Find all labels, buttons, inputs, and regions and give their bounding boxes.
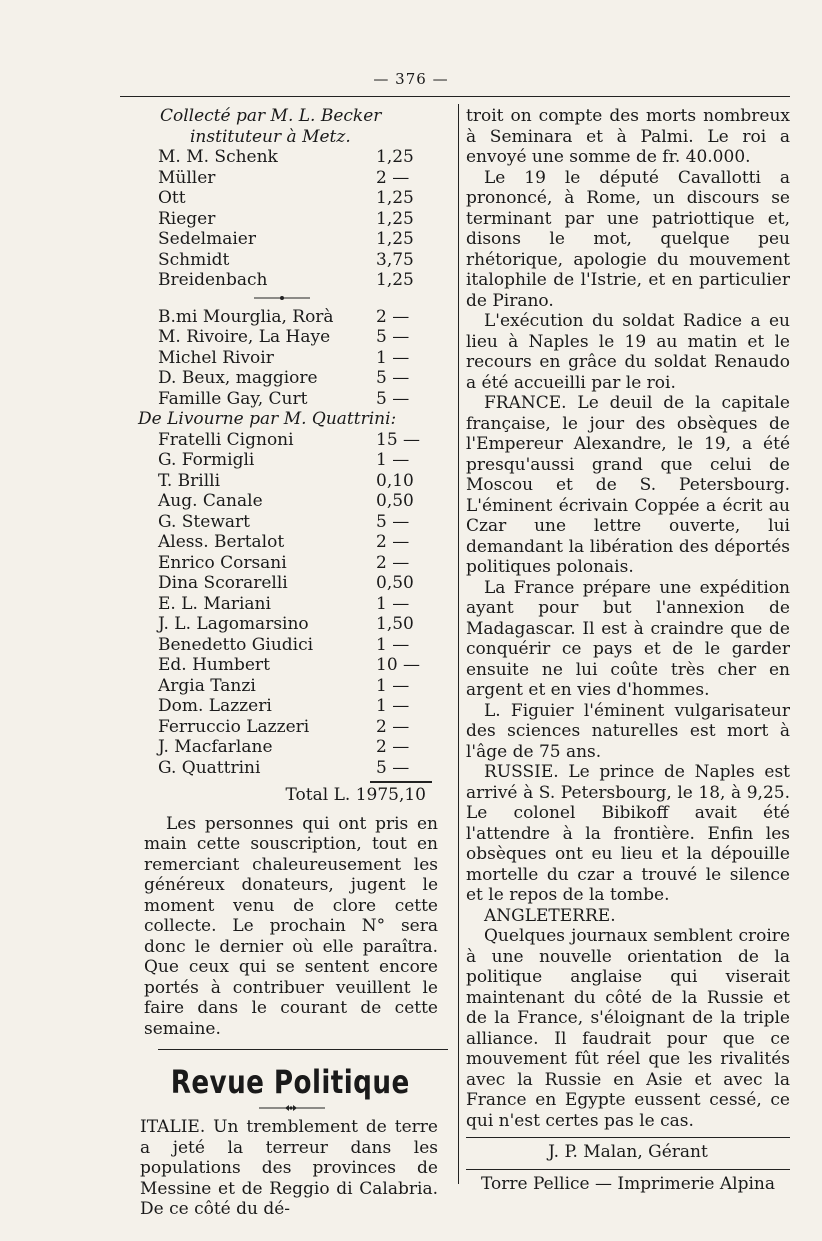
closing-paragraph: Les personnes qui ont pris en main cette souscription, tout en remerciant chaleureusement les généreux donateurs, jugent le moment venu de clore cette collecte. Le prochain N° sera donc le dernier où elle paraîtra. Que ceux qui se sentent encore portés à contribuer veuillent le faire dans le courant de cette semaine. [144,813,438,1039]
donor-amount: 5 — [376,388,410,409]
donor-name: Ott [158,188,186,208]
donor-row [118,737,446,758]
donor-row [118,696,446,717]
news-paragraph: Le 19 le député Cavallotti a prononcé, à Rome, un discours se terminant par une patriottique et, disons le mot, quelque peu rhétorique, apologie du mouvement italophile de l'Istrie, et en particulier de Pirano. [466,167,790,311]
collect-heading-becker: Collecté par M. L. Becker [160,106,382,126]
donor-amount: 0,50 [376,491,414,511]
donor-name: Famille Gay, Curt [158,388,308,409]
donor-amount: 1,25 [376,147,414,167]
donor-amount: 5 — [376,757,410,778]
right-column [466,106,790,1194]
donor-amount: 2 — [376,552,410,573]
donor-row [118,368,446,389]
donor-row [118,250,446,271]
donor-amount: 5 — [376,368,410,388]
left-column [118,106,446,1220]
donor-name: T. Brilli [158,470,221,491]
donor-amount: 1,25 [376,270,414,290]
donor-amount: 1 — [376,347,410,368]
donor-amount: 1 — [376,696,410,716]
news-paragraph: L. Figuier l'éminent vulgarisateur des sciences naturelles est mort à l'âge de 75 ans. [466,700,790,762]
donor-row [118,512,446,533]
donor-name: Aug. Canale [158,491,263,511]
donor-amount: 1 — [376,675,410,696]
title-ornament [118,1102,446,1117]
donor-amount: 1,50 [376,614,414,634]
header-rule [120,96,790,97]
donor-name: Dina Scorarelli [158,573,288,593]
donor-row [118,270,446,291]
donor-name: Müller [158,167,216,188]
donor-row [118,307,446,328]
donor-row [118,553,446,574]
donor-row [118,348,446,369]
donor-row [118,430,446,451]
donor-amount: 1 — [376,593,410,614]
donor-name: Aless. Bertalot [158,532,285,552]
donor-amount: 15 — [376,429,421,450]
section-heading-angleterre: ANGLETERRE. [484,905,616,926]
donor-name: J. Macfarlane [158,737,273,757]
donor-amount: 5 — [376,327,410,347]
donor-list-vallee [118,307,446,410]
donor-row [118,188,446,209]
donor-amount: 2 — [376,532,410,552]
donor-amount: 1,25 [376,208,414,229]
news-paragraph: L'exécution du soldat Radice a eu lieu à Naples le 19 au matin et le recours en grâce du soldat Renaudo a été accueilli par le roi. [466,311,790,393]
donor-name: M. Rivoire, La Haye [158,327,331,347]
donor-row [118,209,446,230]
donor-amount: 3,75 [376,249,414,270]
donor-row [118,168,446,189]
donor-name: Ferruccio Lazzeri [158,716,310,737]
donor-row [118,450,446,471]
donor-name: Dom. Lazzeri [158,696,272,716]
section-rule [158,1049,448,1050]
printer-imprint: Torre Pellice — Imprimerie Alpina [466,1169,790,1195]
donor-row [118,229,446,250]
donor-amount: 1,25 [376,229,414,249]
donor-row [118,614,446,635]
donor-row [118,676,446,697]
donor-amount: 2 — [376,716,410,737]
ornament-icon [252,292,312,304]
donor-name: G. Stewart [158,511,250,532]
donor-name: Rieger [158,208,216,229]
total-amount: Total L. 1975,10 [285,785,426,805]
donor-row [118,573,446,594]
donor-row [118,635,446,656]
collect-heading-livourne: De Livourne par M. Quattrini: [138,409,397,429]
gerant-signature: J. P. Malan, Gérant [466,1137,790,1163]
donor-amount: 2 — [376,167,410,188]
news-paragraph: La France prépare une expédition ayant pour but l'annexion de Madagascar. Il est à craindre que de conquérir ce pays et de le garder ensuite ne lui coûte très cher en argent et en vies d'hommes. [466,577,790,700]
donor-name: Benedetto Giudici [158,634,314,655]
donor-amount: 2 — [376,737,410,757]
donor-amount: 0,10 [376,470,414,491]
total-rule [370,781,432,783]
donor-name: J. L. Lagomarsino [158,614,309,634]
donor-row [118,532,446,553]
donor-name: B.mi Mourglia, Rorà [158,306,334,327]
donor-row [118,717,446,738]
donor-name: G. Quattrini [158,757,261,778]
donor-row [118,389,446,410]
collect-heading-becker-sub: instituteur à Metz. [190,126,351,147]
news-paragraph-angleterre: Quelques journaux semblent croire à une nouvelle orientation de la politique anglaise qui viserait maintenant du côté de la Russie et de la France, s'éloignant de la triple alliance. Il faudrait pour que ce mouvement fût réel que les rivalités avec la Russie en Asie et avec la France en Egypte eussent cessé, ce qui n'est certes pas le cas. [466,926,790,1131]
donor-row [118,655,446,676]
donor-name: Sedelmaier [158,229,256,249]
donor-amount: 1,25 [376,188,414,208]
donor-amount: 1 — [376,450,410,470]
page-number: — 376 — [373,70,449,88]
news-paragraph-russie: RUSSIE. Le prince de Naples est arrivé à S. Petersbourg, le 18, à 9,25. Le colonel Bibikoff avait été l'attendre à la frontière. Enfin les obsèques ont eu lieu et la dépouille mortelle du czar a trouvé le silence et le repos de la tombe. [466,762,790,905]
donor-row [118,327,446,348]
donor-row [118,471,446,492]
donor-amount: 10 — [376,655,421,675]
donor-name: D. Beux, maggiore [158,368,318,388]
italie-paragraph: ITALIE. Un tremblement de terre a jeté la terreur dans les populations des provinces de Messine et de Reggio di Calabria. De ce côté du dé- [140,1117,438,1219]
donor-row [118,491,446,512]
news-paragraph: troit on compte des morts nombreux à Seminara et à Palmi. Le roi a envoyé une somme de fr. 40.000. [466,106,790,167]
donor-name: Fratelli Cignoni [158,429,294,450]
donor-name: Michel Rivoir [158,347,274,368]
donor-amount: 5 — [376,511,410,532]
donor-name: Enrico Corsani [158,552,287,573]
donor-name: G. Formigli [158,450,255,470]
column-divider [458,104,459,1184]
section-title: Revue Politique [170,1063,410,1101]
donor-name: Schmidt [158,249,230,270]
donor-name: Ed. Humbert [158,655,270,675]
donor-row [118,147,446,168]
donor-list-metz [118,147,446,291]
donor-name: Breidenbach [158,270,268,290]
donor-row [118,594,446,615]
donor-amount: 0,50 [376,573,414,593]
separator-ornament [118,292,446,306]
news-paragraph-france: FRANCE. Le deuil de la capitale française, le jour des obsèques de l'Empereur Alexandre, le 19, a été presqu'aussi grand que celui de Moscou et de S. Petersbourg. L'éminent écrivain Coppée a écrit au Czar une lettre ouverte, lui demandant la libération des déportés politiques polonais. [466,393,790,577]
donor-amount: 2 — [376,306,410,327]
donor-name: E. L. Mariani [158,593,271,614]
ornament-icon [257,1102,327,1114]
donor-list-livourne [118,430,446,779]
donor-row [118,758,446,779]
donor-name: M. M. Schenk [158,147,278,167]
donor-name: Argia Tanzi [158,675,256,696]
donor-amount: 1 — [376,634,410,655]
